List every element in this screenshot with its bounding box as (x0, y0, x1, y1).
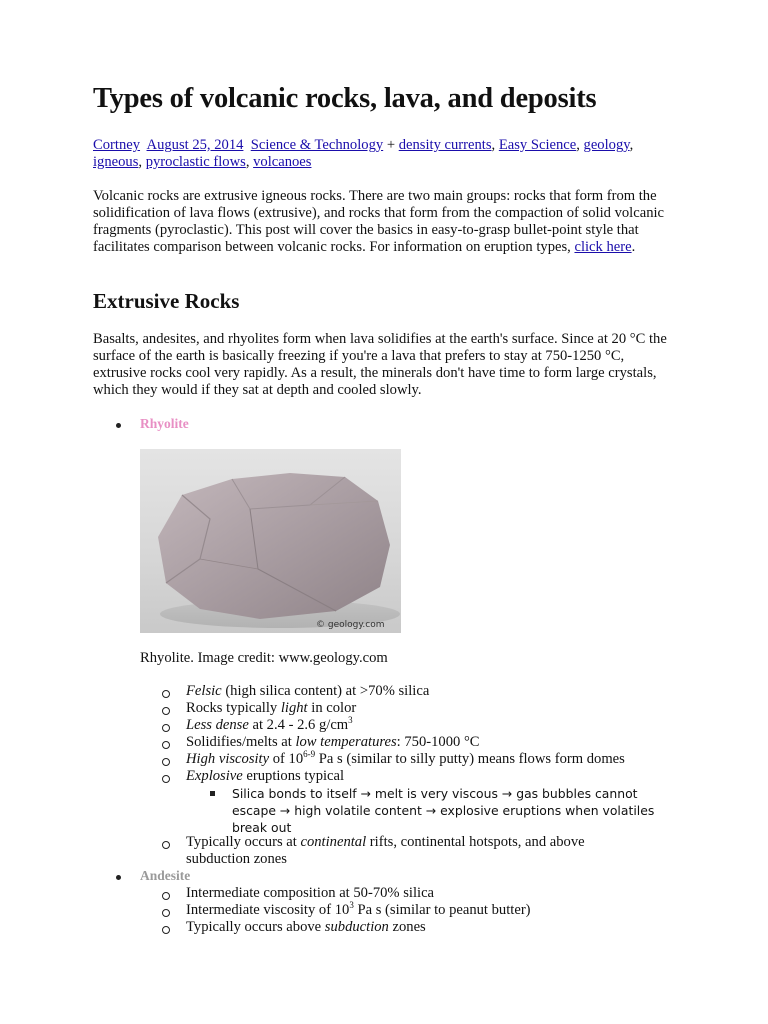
rhyolite-item-explosive (186, 768, 344, 785)
item-emphasis: Less dense (186, 717, 249, 733)
item-text: rifts, continental hotspots, and above subduction zones (186, 834, 585, 867)
date-link[interactable]: August 25, 2014 (146, 137, 244, 153)
item-text: (high silica content) at >70% silica (221, 683, 430, 699)
andesite-label: Andesite (140, 868, 191, 883)
item-text: in color (307, 700, 357, 716)
item-emphasis: light (280, 700, 308, 716)
item-text: of 10 (269, 751, 304, 767)
intro-end: . (631, 239, 636, 255)
author-link[interactable]: Cortney (93, 137, 141, 153)
explosive-explanation: Silica bonds to itself → melt is very viscous → gas bubbles cannot escape → high volatile content → explosive eruptions when volatiles break out (232, 786, 655, 835)
category-link[interactable]: Science & Technology (250, 137, 384, 153)
rhyolite-label: Rhyolite (140, 416, 189, 431)
bullet-dot (116, 875, 121, 880)
eruption-types-link[interactable]: click here (574, 239, 632, 255)
item-text: Typically occurs at (186, 834, 301, 850)
tags-plus: + (386, 137, 396, 153)
item-superscript: 3 (349, 900, 354, 911)
andesite-item-viscosity (186, 902, 531, 919)
rhyolite-rock-image (140, 449, 401, 633)
tag-link[interactable]: density currents (398, 137, 492, 153)
rhyolite-item-occurrence (186, 834, 646, 868)
rhyolite-item-felsic (186, 683, 429, 700)
image-caption: Rhyolite. Image credit: www.geology.com (140, 650, 388, 666)
item-text: Pa s (similar to silly putty) means flows form domes (315, 751, 625, 767)
item-text: eruptions typical (242, 768, 345, 784)
item-emphasis: High viscosity (186, 751, 270, 767)
circle-bullet (162, 775, 170, 783)
circle-bullet (162, 909, 170, 917)
item-text: : 750-1000 °C (396, 734, 480, 750)
item-emphasis: low temperatures (295, 734, 397, 750)
item-emphasis: Explosive (186, 768, 243, 784)
post-meta: Cortney August 25, 2014 Science & Technology + density currents, Easy Science, geology, igneous, pyroclastic flows, volcanoes (93, 137, 634, 170)
item-emphasis: Felsic (186, 683, 222, 699)
rhyolite-item-density (186, 717, 353, 734)
circle-bullet (162, 707, 170, 715)
circle-bullet (162, 926, 170, 934)
item-emphasis: subduction (324, 919, 389, 935)
section-heading: Extrusive Rocks (93, 289, 240, 313)
intro-text: Volcanic rocks are extrusive igneous rocks. There are two main groups: rocks that form from the solidification of lava flows (extrusive), and rocks that form from the compaction of solid volcanic fragments (pyroclastic). This post will cover the basics in easy-to-grasp bullet-point style that facilitates comparison between volcanic rocks. For information on eruption types, (93, 188, 665, 255)
watermark-text: © geology.com (316, 620, 385, 630)
tag-link[interactable]: igneous (93, 154, 139, 170)
rhyolite-item-temperature (186, 734, 480, 751)
item-superscript: 3 (348, 715, 353, 726)
item-emphasis: continental (300, 834, 367, 850)
tag-link[interactable]: Easy Science (498, 137, 577, 153)
item-text: Intermediate viscosity of 10 (186, 902, 350, 918)
rhyolite-item-color (186, 700, 356, 717)
tag-link[interactable]: pyroclastic flows (145, 154, 246, 170)
intro-paragraph (93, 188, 678, 256)
item-text: Pa s (similar to peanut butter) (353, 902, 531, 918)
circle-bullet (162, 724, 170, 732)
tag-link[interactable]: geology (583, 137, 630, 153)
rhyolite-item-viscosity (186, 751, 625, 768)
square-bullet (210, 791, 215, 796)
bullet-dot (116, 423, 121, 428)
circle-bullet (162, 758, 170, 766)
item-text: Rocks typically (186, 700, 281, 716)
circle-bullet (162, 741, 170, 749)
tag-link[interactable]: volcanoes (253, 154, 312, 170)
item-text: Typically occurs above (186, 919, 325, 935)
item-text: Solidifies/melts at (186, 734, 296, 750)
extrusive-paragraph: Basalts, andesites, and rhyolites form when lava solidifies at the earth's surface. Since at 20 °C the surface of the earth is basically freezing if you're a lava that prefers to stay at 750-1250 °C, extrusive rocks cool very rapidly. As a result, the minerals don't have time to form large crystals, which they would if they sat at depth and cooled slowly. (93, 331, 667, 398)
circle-bullet (162, 690, 170, 698)
rhyolite-photo (140, 449, 401, 633)
item-text: at 2.4 - 2.6 g/cm (248, 717, 349, 733)
andesite-item-composition: Intermediate composition at 50-70% silica (186, 885, 435, 901)
item-text: zones (388, 919, 426, 935)
item-superscript: 6-9 (303, 749, 316, 760)
page-title: Types of volcanic rocks, lava, and deposits (93, 83, 597, 114)
circle-bullet (162, 841, 170, 849)
andesite-item-occurrence (186, 919, 426, 936)
circle-bullet (162, 892, 170, 900)
